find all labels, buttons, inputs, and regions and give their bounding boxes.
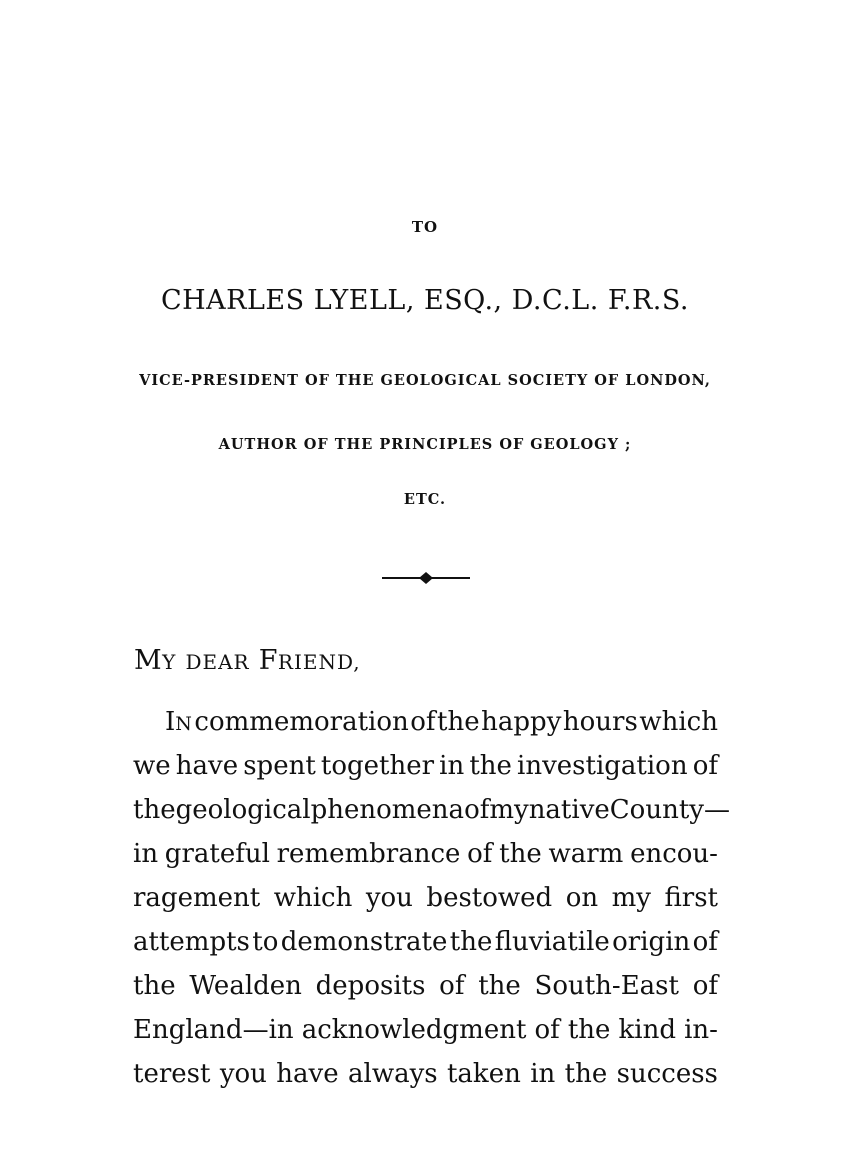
body-word: of	[534, 1015, 560, 1045]
salutation-friend-rest: RIEND,	[277, 650, 361, 674]
body-word: we	[133, 751, 171, 781]
body-word: of	[439, 971, 465, 1001]
body-word: warm	[548, 839, 624, 869]
body-word: terest	[133, 1059, 211, 1089]
body-word: of	[464, 795, 490, 825]
body-word: in	[439, 751, 465, 781]
body-word: ragement	[133, 883, 261, 913]
body-word: native	[528, 795, 610, 825]
body-word: which	[273, 883, 353, 913]
body-word: of	[467, 839, 493, 869]
body-word: Wealden	[189, 971, 302, 1001]
ornamental-divider-icon	[382, 570, 470, 586]
body-word: demonstrate	[280, 927, 448, 957]
body-word: bestowed	[426, 883, 553, 913]
body-word: in	[530, 1059, 556, 1089]
body-word: of	[410, 707, 436, 737]
body-word: of	[692, 751, 718, 781]
body-word: taken	[446, 1059, 521, 1089]
body-word: my	[489, 795, 529, 825]
body-word: the	[567, 1015, 611, 1045]
body-word: spent	[243, 751, 316, 781]
body-word: of	[692, 971, 718, 1001]
letter-body	[133, 700, 730, 1096]
salutation-initial-m: M	[134, 645, 163, 676]
body-word: the	[133, 795, 176, 825]
body-word: have	[276, 1059, 339, 1089]
dedicatee-title-line-1: VICE-PRESIDENT OF THE GEOLOGICAL SOCIETY OF LONDON,	[139, 372, 711, 389]
body-word: which	[639, 707, 718, 737]
body-line	[133, 1052, 718, 1096]
body-word: kind	[618, 1015, 676, 1045]
body-word: South-East	[534, 971, 679, 1001]
body-word: fluviatile	[494, 927, 610, 957]
body-word: origin	[612, 927, 691, 957]
salutation-my-rest: Y	[162, 650, 177, 674]
body-word: on	[565, 883, 599, 913]
body-opening-word	[165, 700, 193, 744]
body-word: of	[692, 927, 718, 957]
body-word: in-	[684, 1015, 718, 1045]
body-word: first	[664, 883, 718, 913]
body-word: encou-	[630, 839, 718, 869]
body-word: geological	[175, 795, 311, 825]
body-initial-capital: I	[165, 707, 176, 737]
body-word: remembrance	[276, 839, 461, 869]
body-line	[133, 1008, 718, 1052]
body-word: my	[611, 883, 651, 913]
body-word: to	[252, 927, 279, 957]
body-word: phenomena	[310, 795, 465, 825]
body-word: you	[365, 883, 413, 913]
body-word: success	[616, 1059, 718, 1089]
body-word: grateful	[164, 839, 270, 869]
body-word: the	[499, 839, 542, 869]
dedicatee-name: CHARLES LYELL, ESQ., D.C.L. F.R.S.	[160, 285, 690, 316]
body-line	[133, 700, 718, 744]
body-line	[133, 964, 718, 1008]
body-word: County—	[609, 795, 730, 825]
body-word: have	[175, 751, 239, 781]
body-word: the	[437, 707, 480, 737]
body-word: hours	[562, 707, 638, 737]
salutation	[134, 645, 361, 676]
body-line	[133, 876, 718, 920]
dedicatee-etc: ETC.	[403, 491, 447, 508]
body-word: you	[219, 1059, 267, 1089]
salutation-dear: DEAR	[185, 650, 250, 674]
salutation-initial-f: F	[258, 645, 278, 676]
body-word: investigation	[517, 751, 688, 781]
body-word: commemoration	[194, 707, 409, 737]
body-word: the	[469, 751, 512, 781]
body-word: England—in	[133, 1015, 294, 1045]
body-word: the	[478, 971, 521, 1001]
body-word: the	[564, 1059, 608, 1089]
body-word: the	[133, 971, 176, 1001]
body-word: acknowledgment	[301, 1015, 527, 1045]
body-word: happy	[481, 707, 562, 737]
body-line	[133, 744, 718, 788]
body-word: attempts	[133, 927, 250, 957]
body-line	[133, 832, 718, 876]
body-word: in	[133, 839, 159, 869]
dedicatee-title-line-2: AUTHOR OF THE PRINCIPLES OF GEOLOGY ;	[218, 436, 632, 453]
dedication-to: TO	[411, 218, 439, 236]
body-line	[133, 920, 718, 964]
body-word: always	[348, 1059, 438, 1089]
body-initial-rest: N	[175, 713, 193, 735]
body-word: the	[449, 927, 493, 957]
body-word: deposits	[315, 971, 426, 1001]
body-line	[133, 788, 730, 832]
body-word: together	[320, 751, 435, 781]
